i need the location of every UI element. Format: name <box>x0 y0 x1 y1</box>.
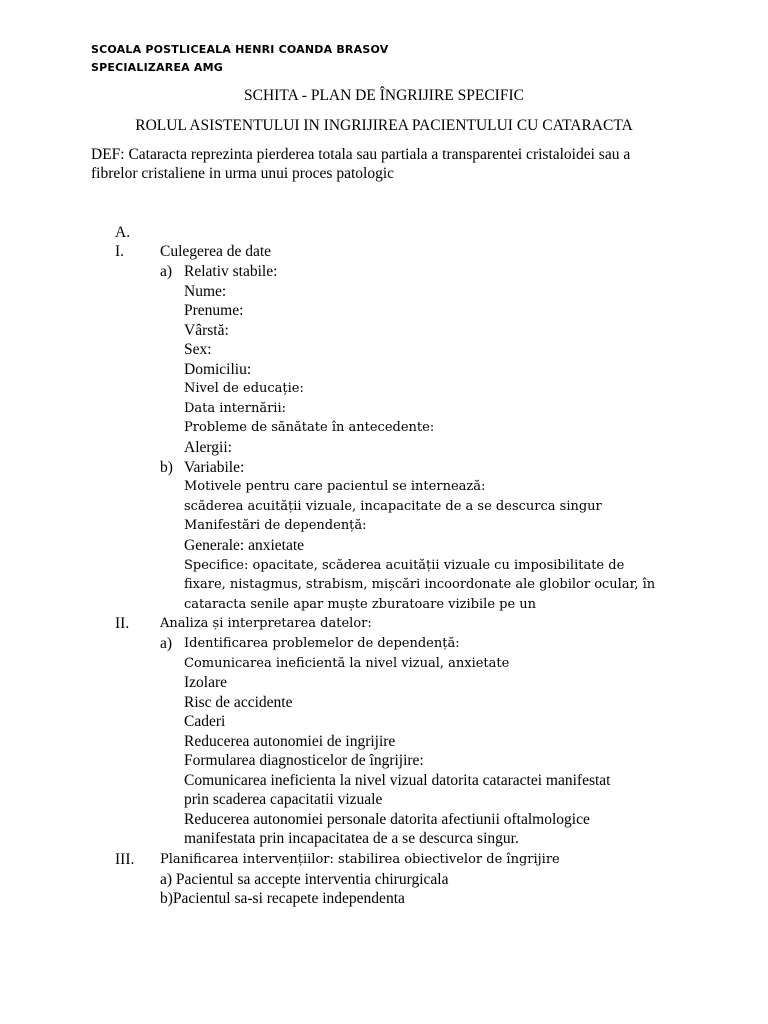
list-item: Reducerea autonomiei de ingrijire <box>184 733 396 750</box>
list-item: Manifestări de dependență: <box>184 518 367 533</box>
document-title: SCHITA - PLAN DE ÎNGRIJIRE SPECIFIC <box>244 87 524 104</box>
list-item: Data internării: <box>184 401 286 416</box>
list-item: Alergii: <box>184 439 232 456</box>
list-item: cataracta senile apar muște zburatoare vizibile pe un <box>184 597 537 612</box>
section-marker-a: A. <box>115 224 131 241</box>
list-item: Caderi <box>184 713 226 730</box>
list-item: Nume: <box>184 283 227 300</box>
school-name: SCOALA POSTLICEALA HENRI COANDA BRASOV <box>91 43 389 56</box>
list-item: Formularea diagnosticelor de îngrijire: <box>184 752 424 769</box>
list-item: Comunicarea ineficienta la nivel vizual datorita cataractei manifestat <box>184 772 611 789</box>
list-item: Probleme de sănătate în antecedente: <box>184 420 435 435</box>
subsection-marker: a) <box>160 635 173 652</box>
list-item: Izolare <box>184 674 228 691</box>
list-item: fixare, nistagmus, strabism, mișcări incoordonate ale globilor ocular, în <box>184 577 656 592</box>
list-item: Specifice: opacitate, scăderea acuității vizuale cu imposibilitate de <box>184 558 625 573</box>
section-title: Planificarea intervențiilor: stabilirea obiectivelor de îngrijire <box>160 852 560 867</box>
definition-line: DEF: Cataracta reprezinta pierderea totala sau partiala a transparentei cristaloidei sau a <box>91 146 631 163</box>
subsection-title: Identificarea problemelor de dependență: <box>184 636 460 651</box>
list-item: Vârstă: <box>184 322 229 339</box>
list-item: Reducerea autonomiei personale datorita afectiunii oftalmologice <box>184 811 590 828</box>
list-item: manifestata prin incapacitatea de a se descurca singur. <box>184 830 519 847</box>
list-item: Motivele pentru care pacientul se internează: <box>184 479 486 494</box>
section-title: Analiza și interpretarea datelor: <box>160 616 372 631</box>
list-item: Prenume: <box>184 302 244 319</box>
definition-line: fibrelor cristaliene in urma unui proces patologic <box>91 165 395 182</box>
list-item: prin scaderea capacitatii vizuale <box>184 791 383 808</box>
section-marker: I. <box>115 243 125 260</box>
list-item: Sex: <box>184 341 212 358</box>
subsection-title: Variabile: <box>184 459 245 476</box>
section-marker: III. <box>115 851 135 868</box>
list-item: scăderea acuității vizuale, incapacitate de a se descurca singur <box>184 499 602 514</box>
section-marker: II. <box>115 615 130 632</box>
document-subtitle: ROLUL ASISTENTULUI IN INGRIJIREA PACIENTULUI CU CATARACTA <box>135 117 633 134</box>
list-item: Generale: anxietate <box>184 537 305 554</box>
list-item: Risc de accidente <box>184 694 293 711</box>
list-item: b)Pacientul sa-si recapete independenta <box>160 890 405 907</box>
section-title: Culegerea de date <box>160 243 272 260</box>
list-item: Domiciliu: <box>184 361 252 378</box>
subsection-marker: b) <box>160 459 173 476</box>
subsection-title: Relativ stabile: <box>184 263 278 280</box>
list-item: a) Pacientul sa accepte interventia chirurgicala <box>160 871 449 888</box>
list-item: Comunicarea ineficientă la nivel vizual, anxietate <box>184 656 510 671</box>
specialization: SPECIALIZAREA AMG <box>91 61 223 74</box>
subsection-marker: a) <box>160 263 173 280</box>
list-item: Nivel de educație: <box>184 381 304 396</box>
